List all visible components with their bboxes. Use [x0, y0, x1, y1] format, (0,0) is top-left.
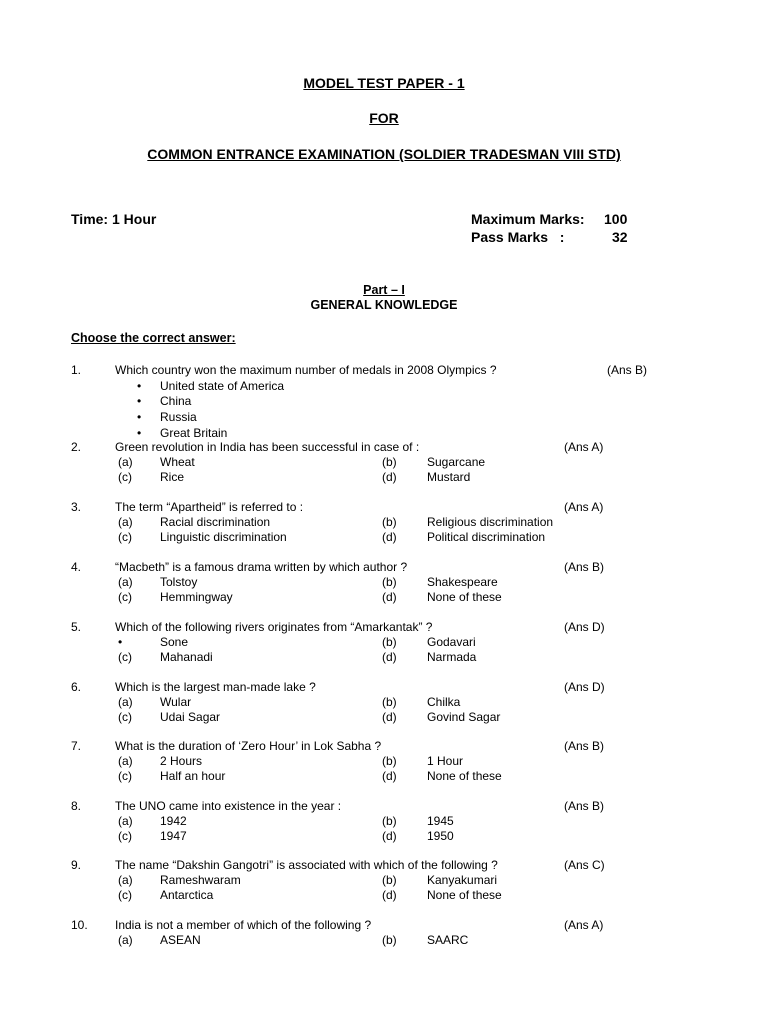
option-text: Kanyakumari [427, 873, 498, 887]
option-text: Sone [160, 635, 189, 649]
option-label: (b) [382, 455, 397, 469]
answer-key: (Ans D) [564, 680, 605, 694]
answer-key: (Ans B) [607, 363, 648, 377]
option-label: (d) [382, 769, 397, 783]
question-text: The name “Dakshin Gangotri” is associated with which of the following ? [115, 858, 498, 872]
paper-title: MODEL TEST PAPER - 1 [303, 75, 465, 91]
option-label: (a) [118, 695, 133, 709]
question-number: 8. [71, 799, 82, 813]
option-label: (a) [118, 575, 133, 589]
option-text: Shakespeare [427, 575, 498, 589]
option-label: (b) [382, 635, 397, 649]
option-text: Sugarcane [427, 455, 486, 469]
answer-key: (Ans B) [564, 739, 605, 753]
option-text: None of these [427, 769, 502, 783]
option-text: Wular [160, 695, 192, 709]
instruction: Choose the correct answer: [71, 331, 236, 345]
question-number: 4. [71, 560, 82, 574]
answer-key: (Ans C) [564, 858, 605, 872]
answer-key: (Ans A) [564, 918, 604, 932]
question-number: 10. [71, 918, 88, 932]
question-number: 3. [71, 500, 82, 514]
option-label: (b) [382, 695, 397, 709]
question-text: Which country won the maximum number of medals in 2008 Olympics ? [115, 363, 497, 377]
option-text: Govind Sagar [427, 710, 501, 724]
question-text: India is not a member of which of the following ? [115, 918, 372, 932]
question-text: Which is the largest man-made lake ? [115, 680, 316, 694]
question-number: 2. [71, 440, 82, 454]
question-text: The term “Apartheid” is referred to : [115, 500, 304, 514]
option-text: Half an hour [160, 769, 226, 783]
question-text: “Macbeth” is a famous drama written by which author ? [115, 560, 408, 574]
option-text: Antarctica [160, 888, 214, 902]
option-label: (b) [382, 754, 397, 768]
option-text: Tolstoy [160, 575, 198, 589]
option-label: (a) [118, 455, 133, 469]
question-text: What is the duration of ‘Zero Hour’ in Lok Sabha ? [115, 739, 382, 753]
bullet-icon [137, 379, 141, 394]
exam-name: COMMON ENTRANCE EXAMINATION (SOLDIER TRADESMAN VIII STD) [147, 146, 621, 162]
option-text: Chilka [427, 695, 461, 709]
option-text: Godavari [427, 635, 476, 649]
question-text: The UNO came into existence in the year : [115, 799, 342, 813]
option-bullet: United state of America [160, 379, 285, 393]
option-label: (c) [118, 530, 132, 544]
option-bullet: Great Britain [160, 426, 228, 440]
answer-key: (Ans D) [564, 620, 605, 634]
option-label: (c) [118, 590, 132, 604]
option-text: Racial discrimination [160, 515, 271, 529]
pass-marks-label: Pass Marks : [471, 229, 565, 245]
bullet-icon [137, 426, 141, 441]
option-text: 1 Hour [427, 754, 464, 768]
max-marks-value: 100 [604, 211, 628, 227]
option-text: Rice [160, 470, 185, 484]
question-text: Green revolution in India has been successful in case of : [115, 440, 420, 454]
part-heading: Part – I [363, 283, 405, 297]
option-label: • [118, 635, 123, 649]
section-title: GENERAL KNOWLEDGE [310, 298, 458, 312]
option-label: (d) [382, 530, 397, 544]
option-label: (b) [382, 814, 397, 828]
option-label: (c) [118, 829, 132, 843]
question-number: 7. [71, 739, 82, 753]
option-label: (b) [382, 515, 397, 529]
option-label: (a) [118, 754, 133, 768]
option-text: Mustard [427, 470, 471, 484]
option-text: ASEAN [160, 933, 201, 947]
bullet-icon [137, 410, 141, 425]
question-number: 5. [71, 620, 82, 634]
paper-subtitle-for: FOR [369, 110, 399, 126]
option-text: Wheat [160, 455, 195, 469]
answer-key: (Ans B) [564, 560, 605, 574]
option-label: (d) [382, 710, 397, 724]
option-label: (c) [118, 769, 132, 783]
option-bullet: China [160, 394, 192, 408]
answer-key: (Ans A) [564, 440, 604, 454]
option-text: Mahanadi [160, 650, 213, 664]
answer-key: (Ans A) [564, 500, 604, 514]
option-label: (a) [118, 814, 133, 828]
option-text: None of these [427, 590, 502, 604]
option-text: Religious discrimination [427, 515, 554, 529]
option-text: Rameshwaram [160, 873, 241, 887]
option-text: Udai Sagar [160, 710, 221, 724]
option-text: 2 Hours [160, 754, 203, 768]
option-text: 1942 [160, 814, 187, 828]
option-label: (d) [382, 470, 397, 484]
question-number: 1. [71, 363, 82, 377]
option-label: (a) [118, 873, 133, 887]
option-label: (a) [118, 515, 133, 529]
question-number: 6. [71, 680, 82, 694]
option-label: (b) [382, 933, 397, 947]
option-label: (c) [118, 470, 132, 484]
option-text: Linguistic discrimination [160, 530, 287, 544]
answer-key: (Ans B) [564, 799, 605, 813]
option-label: (d) [382, 829, 397, 843]
option-label: (c) [118, 710, 132, 724]
option-text: Hemmingway [160, 590, 233, 604]
option-text: 1945 [427, 814, 454, 828]
option-bullet: Russia [160, 410, 197, 424]
option-text: Narmada [427, 650, 477, 664]
option-label: (d) [382, 888, 397, 902]
option-text: None of these [427, 888, 502, 902]
option-label: (a) [118, 933, 133, 947]
option-text: 1947 [160, 829, 187, 843]
pass-marks-value: 32 [612, 229, 628, 245]
time-label: Time: 1 Hour [71, 211, 157, 227]
option-label: (c) [118, 650, 132, 664]
option-text: Political discrimination [427, 530, 546, 544]
bullet-icon [137, 394, 141, 409]
max-marks-label: Maximum Marks: [471, 211, 585, 227]
option-text: 1950 [427, 829, 454, 843]
option-text: SAARC [427, 933, 469, 947]
question-number: 9. [71, 858, 82, 872]
option-label: (b) [382, 873, 397, 887]
option-label: (d) [382, 650, 397, 664]
option-label: (d) [382, 590, 397, 604]
option-label: (c) [118, 888, 132, 902]
option-label: (b) [382, 575, 397, 589]
question-text: Which of the following rivers originates from “Amarkantak” ? [115, 620, 433, 634]
